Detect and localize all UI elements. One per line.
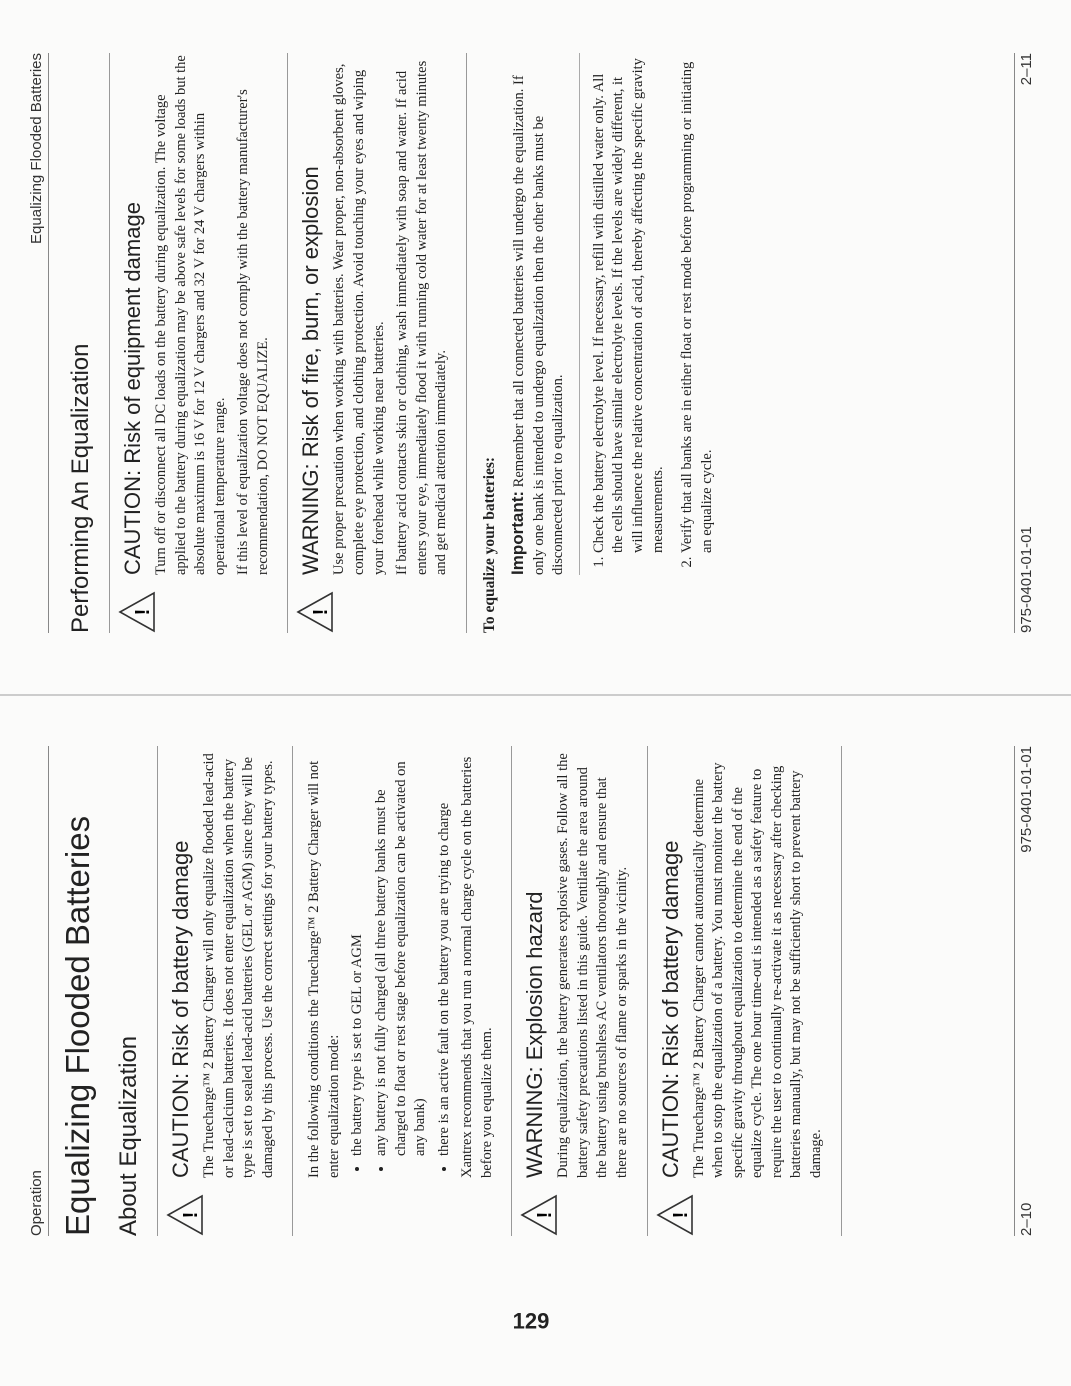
footer-page-number: 2–10 [1018, 1202, 1035, 1236]
caution-box-equipment [109, 53, 288, 633]
caution-text: The Truecharge™ 2 Battery Charger cannot automatically determine when to stop the equalization of a battery. You must monitor the battery specific gravity throughout equalization to determine the end of the equalize cycle. The one hour time-out is intended as a safety feature to require the user to continually re-activate it as necessary after checking batteries manually, but may not be sufficiently short to prevent battery damage. [690, 762, 824, 1178]
warning-text: During equalization, the battery generates explosive gases. Follow all the battery safety precautions listed in this guide. Ventilate the area around the battery using brushless AC ventilators thoroughly and ensure that there are no sources of flame or sparks in the vicinity. [555, 753, 630, 1178]
caution-text: If this level of equalization voltage does not comply with the battery manufacturer's recommendation, DO NOT EQUALIZE. [235, 89, 271, 575]
warning-box [511, 746, 647, 1236]
warning-text: If battery acid contacts skin or clothing, wash immediately with soap and water. If acid enters your eye, immediately flood it with running cold water for at least twenty minutes and get medical attention immediately. [394, 60, 450, 575]
important-label: Important: [507, 490, 527, 575]
caution-title: CAUTION: Risk of battery damage [657, 840, 683, 1178]
list-item: • there is an active fault on the battery you are trying to charge [435, 746, 455, 1156]
warning-triangle-icon [166, 1192, 282, 1236]
list-item: • any battery is not fully charged (all three battery banks must be charged to float or rest stage before equalization can be activated on any bank) [372, 746, 431, 1156]
conditions-list [348, 746, 454, 1178]
caution-title: CAUTION: Risk of equipment damage [120, 202, 145, 575]
caution-text: Turn off or disconnect all DC loads on the battery during equalization. The voltage applied to the battery during equalization may be above safe levels for some loads but the absolute maximum is 16 V for 12 V chargers and 32 V for 24 V chargers within operational temperature range. [153, 55, 228, 575]
footer-left [1014, 746, 1035, 1236]
important-text: Remember that all connected batteries will undergo the equalization. If only one bank is intended to undergo equalization then the other banks must be disconnected prior to equalization. [510, 75, 567, 575]
list-item: • the battery type is set to GEL or AGM [348, 746, 368, 1156]
left-page [0, 693, 1071, 1386]
chapter-title: Equalizing Flooded Batteries [59, 815, 96, 1236]
scan-page-number: 129 [512, 1308, 550, 1334]
warning-triangle-icon [520, 1192, 636, 1236]
conditions-intro: In the following conditions the Truecharge™ 2 Battery Charger will not enter equalization mode: [306, 760, 342, 1178]
procedure-lead: To equalize your batteries: [480, 456, 498, 633]
warning-title: WARNING: Explosion hazard [522, 891, 548, 1178]
caution-box-2 [647, 746, 842, 1236]
steps-list [590, 53, 717, 575]
warning-triangle-icon [656, 1192, 831, 1236]
svg-text:!: ! [132, 608, 154, 616]
section-title-about: About Equalization [115, 1035, 142, 1236]
warning-triangle-icon [296, 589, 455, 633]
list-item: 2. Verify that all banks are in either float or rest mode before programming or initiating an equalize cycle. [678, 53, 717, 553]
running-head-right: Equalizing Flooded Batteries [28, 53, 49, 633]
footer-doc-number: 975-0401-01-01 [1018, 526, 1035, 633]
section-title-performing: Performing An Equalization [67, 343, 94, 633]
caution-title: CAUTION: Risk of battery damage [168, 840, 193, 1178]
list-item: 1. Check the battery electrolyte level. If necessary, refill with distilled water only. All the cells should have similar electrolyte levels. If the levels are widely different, it will influence the relative concentration of acid, thereby affecting the specific gravity measurements. [590, 53, 668, 553]
warning-title: WARNING: Risk of fire, burn, or explosion [298, 166, 324, 575]
svg-text:!: ! [534, 1211, 557, 1219]
warning-triangle-icon [118, 589, 277, 633]
recommendation-text: Xantrex recommends that you run a normal charge cycle on the batteries before you equalize them. [459, 756, 495, 1178]
svg-text:!: ! [180, 1211, 202, 1219]
footer-right [1014, 53, 1035, 633]
warning-text: Use proper precaution when working with batteries. Wear proper, non-absorbent gloves, complete eye protection, and clothing protection. Avoid touching your eyes and wiping your forehead while working near batteries. [331, 63, 387, 575]
caution-text: The Truecharge™ 2 Battery Charger will only equalize flooded lead-acid or lead-calcium batteries. It does not enter equalization when the battery type is set to sealed lead-acid batteries (GEL or AGM) since they will be damaged by this process. Use the correct settings for your battery types. [201, 753, 276, 1178]
warning-box-fire [287, 53, 466, 633]
footer-page-number: 2–11 [1018, 53, 1035, 86]
footer-doc-number: 975-0401-01-01 [1018, 746, 1035, 853]
running-head-left: Operation [28, 746, 49, 1236]
important-note [507, 53, 580, 575]
conditions-block [305, 746, 497, 1178]
page-fold [0, 694, 1071, 696]
svg-text:!: ! [669, 1211, 692, 1219]
svg-text:!: ! [310, 608, 333, 616]
caution-box-1 [157, 746, 293, 1236]
